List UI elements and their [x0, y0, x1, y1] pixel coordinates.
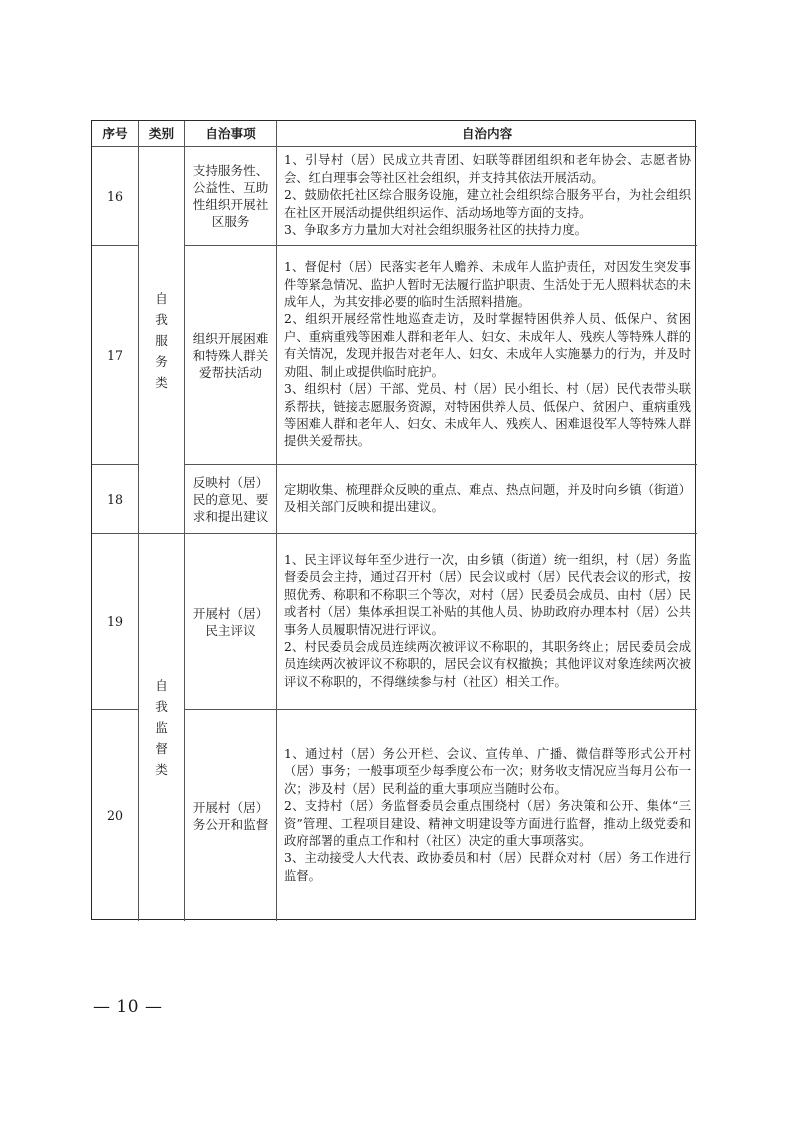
row-item: 开展村（居）务公开和监督 — [185, 710, 277, 921]
row-number: 18 — [92, 465, 139, 534]
content-paragraph: 2、村民委员会成员连续两次被评议不称职的，其职务终止；居民委员会成员连续两次被评议不称职的，居民会议有权撤换；其他评议对象连续两次被评议不称职的，不得继续参与村（社区）相关工作。 — [284, 639, 691, 689]
content-paragraph: 3、组织村（居）干部、党员、村（居）民小组长、村（居）民代表带头联系帮扶，链接志愿服务资源，对特困供养人员、低保户、贫困户、重病重残等困难人群和老年人、妇女、未成年人、残疾人、困难退役军人等特殊人群提供关爱帮扶。 — [284, 382, 691, 449]
content-paragraph: 2、支持村（居）务监督委员会重点围绕村（居）务决策和公开、集体“三资”管理、工程项目建设、精神文明建设等方面进行监督，推动上级党委和政府部署的重点工作和村（社区）决定的重大事项落实。 — [284, 799, 691, 848]
content-paragraph: 2、鼓励依托社区综合服务设施，建立社会组织综合服务平台，为社会组织在社区开展活动提供组织运作、活动场地等方面的支持。 — [284, 188, 691, 220]
header-category: 类别 — [139, 121, 185, 147]
header-content: 自治内容 — [277, 121, 697, 147]
content-paragraph: 1、督促村（居）民落实老年人赡养、未成年人监护责任，对因发生突发事件等紧急情况、监护人暂时无法履行监护职责、生活处于无人照料状态的未成年人，为其安排必要的临时生活照料措施。 — [284, 260, 691, 310]
row-content — [277, 534, 697, 710]
content-paragraph: 1、引导村（居）民成立共青团、妇联等群团组织和老年协会、志愿者协会、红白理事会等社区社会组织，并支持其依法开展活动。 — [284, 153, 691, 185]
row-item: 开展村（居）民主评议 — [185, 534, 277, 710]
content-paragraph: 1、民主评议每年至少进行一次，由乡镇（街道）统一组织，村（居）务监督委员会主持，通过召开村（居）民会议或村（居）民代表会议的形式，按照优秀、称职和不称职三个等次，对村（居）民委员会成员、由村（居）民或者村（居）集体承担误工补贴的其他人员、协助政府办理本村（居）公共事务人员履职情况进行评议。 — [284, 552, 691, 637]
row-number: 19 — [92, 534, 139, 710]
content-paragraph: 定期收集、梳理群众反映的重点、难点、热点问题，并及时向乡镇（街道）及相关部门反映和提出建议。 — [284, 482, 691, 514]
content-paragraph: 3、争取多方力量加大对社会组织服务社区的扶持力度。 — [284, 223, 587, 238]
content-paragraph: 2、组织开展经常性地巡查走访，及时掌握特困供养人员、低保户、贫困户、重病重残等困难人群和老年人、妇女、未成年人、残疾人等特殊人群的有关情况，发现并报告对老年人、妇女、未成年人实施暴力的行为，并及时劝阻、制止或提供临时庇护。 — [284, 312, 691, 379]
row-item: 组织开展困难和特殊人群关爱帮扶活动 — [185, 246, 277, 465]
row-content — [277, 246, 697, 465]
page-number: — 10 — — [93, 997, 163, 1017]
header-item: 自治事项 — [185, 121, 277, 147]
row-content — [277, 710, 697, 921]
category-self-service: 自我服务类 — [139, 147, 185, 534]
autonomy-table — [91, 120, 696, 920]
row-number: 20 — [92, 710, 139, 921]
header-number: 序号 — [92, 121, 139, 147]
category-self-supervision: 自我监督类 — [139, 534, 185, 921]
row-number: 16 — [92, 147, 139, 246]
row-content — [277, 147, 697, 246]
content-paragraph: 3、主动接受人大代表、政协委员和村（居）民群众对村（居）务工作进行监督。 — [284, 851, 691, 883]
row-content — [277, 465, 697, 534]
content-paragraph: 1、通过村（居）务公开栏、会议、宣传单、广播、微信群等形式公开村（居）事务；一般事项至少每季度公布一次；财务收支情况应当每月公布一次；涉及村（居）民利益的重大事项应当随时公布。 — [284, 746, 691, 796]
row-number: 17 — [92, 246, 139, 465]
row-item: 支持服务性、公益性、互助性组织开展社区服务 — [185, 147, 277, 246]
row-item: 反映村（居）民的意见、要求和提出建议 — [185, 465, 277, 534]
